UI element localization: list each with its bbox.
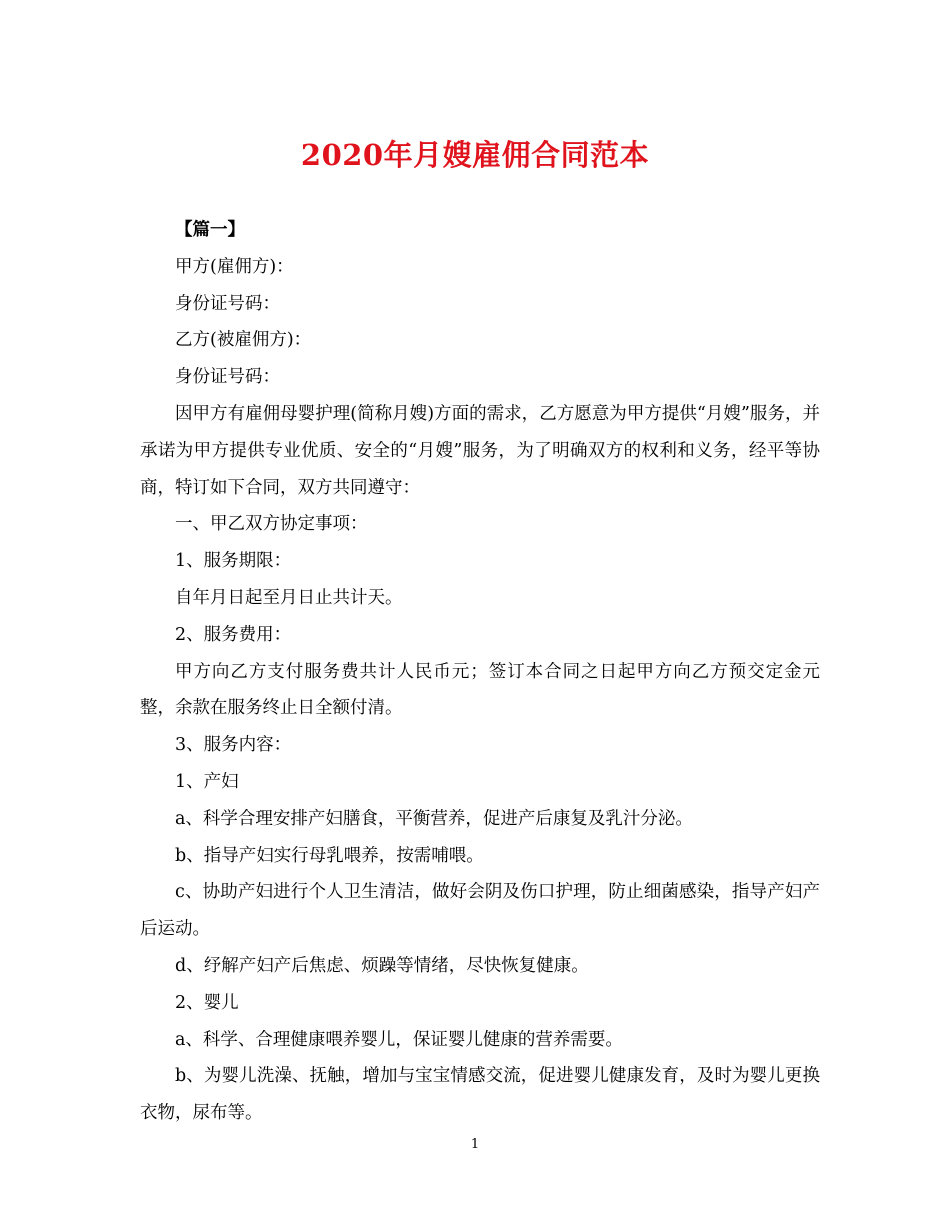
document-body — [140, 212, 820, 1132]
paragraph: 身份证号码： — [175, 367, 280, 388]
paragraph: b、指导产妇实行母乳喂养，按需哺喂。 — [175, 845, 484, 866]
paragraph: 1、产妇 — [175, 771, 239, 792]
paragraph: 因甲方有雇佣母婴护理(简称月嫂)方面的需求，乙方愿意为甲方提供“月嫂”服务，并承诺为甲方提供专业优质、安全的“月嫂”服务，为了明确双方的权利和义务，经平等协商，特订如下合同，双方共同遵守： — [140, 403, 820, 498]
paragraph: a、科学合理安排产妇膳食，平衡营养，促进产后康复及乳汁分泌。 — [175, 808, 693, 829]
paragraph: b、为婴儿洗澡、抚触，增加与宝宝情感交流，促进婴儿健康发育，及时为婴儿更换衣物，尿布等。 — [140, 1066, 820, 1124]
paragraph: 3、服务内容： — [175, 735, 292, 756]
paragraph: 2、婴儿 — [175, 992, 239, 1013]
paragraph: 1、服务期限： — [175, 551, 292, 572]
page-number: 1 — [470, 1137, 480, 1152]
paragraph: 身份证号码： — [175, 293, 280, 314]
document-title: 2020年月嫂雇佣合同范本 — [300, 138, 650, 172]
section-heading: 【篇一】 — [175, 220, 245, 240]
paragraph: 一、甲乙双方协定事项： — [175, 514, 368, 535]
paragraph: 甲方(雇佣方)： — [175, 256, 294, 277]
paragraph: 2、服务费用： — [175, 624, 292, 645]
paragraph: d、纾解产妇产后焦虑、烦躁等情绪，尽快恢复健康。 — [175, 955, 589, 976]
paragraph: c、协助产妇进行个人卫生清洁，做好会阴及伤口护理，防止细菌感染，指导产妇产后运动。 — [140, 882, 820, 940]
paragraph: 自年月日起至月日止共计天。 — [175, 587, 403, 608]
paragraph: 甲方向乙方支付服务费共计人民币元；签订本合同之日起甲方向乙方预交定金元整，余款在服务终止日全额付清。 — [140, 661, 820, 719]
paragraph: 乙方(被雇佣方)： — [175, 330, 312, 351]
paragraph: a、科学、合理健康喂养婴儿，保证婴儿健康的营养需要。 — [175, 1029, 623, 1050]
